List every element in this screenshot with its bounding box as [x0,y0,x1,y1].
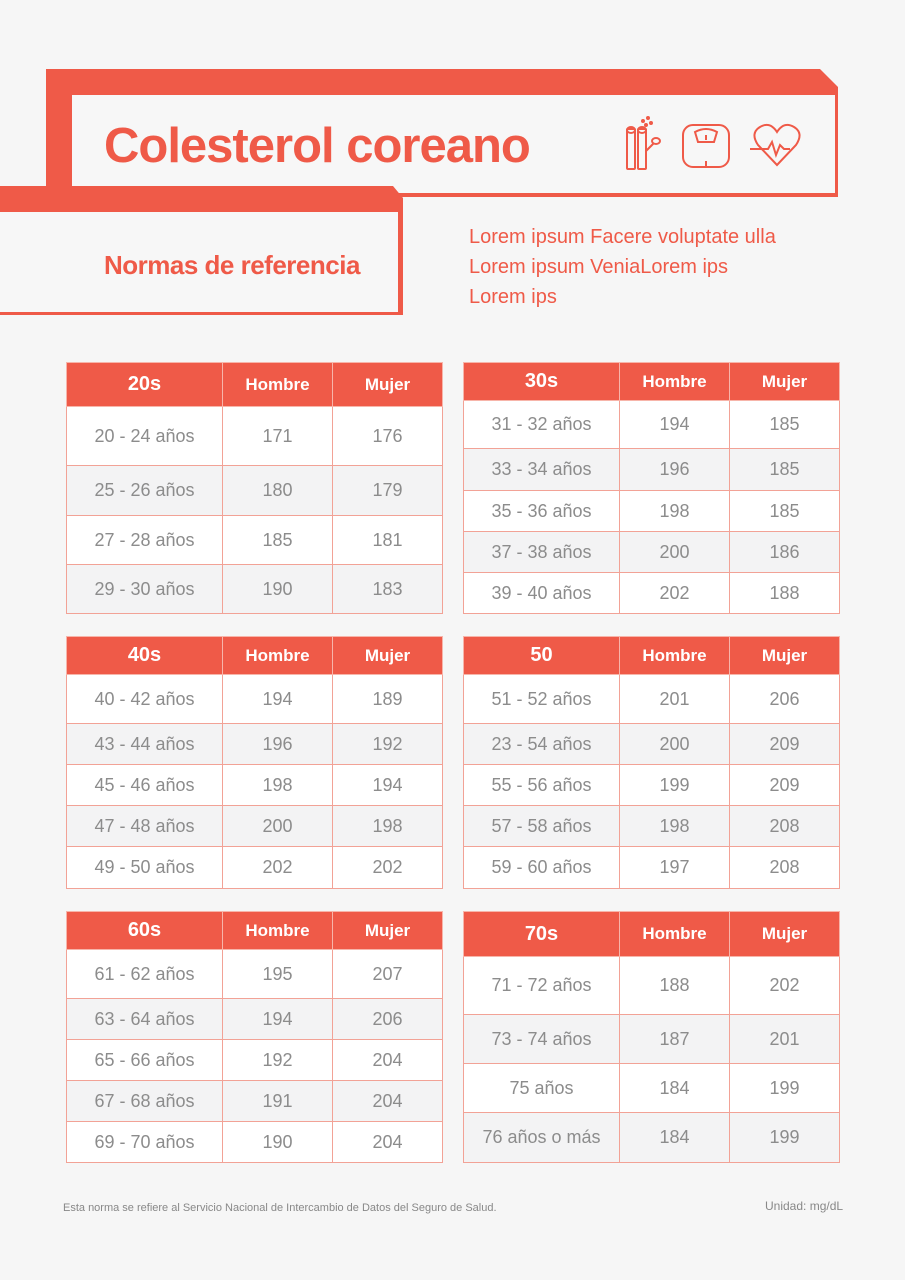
age-range: 31 - 32 años [464,401,620,449]
female-value: 204 [333,1040,443,1081]
female-value: 208 [730,806,840,847]
age-range: 59 - 60 años [464,847,620,889]
female-value: 199 [730,1064,840,1113]
female-value: 209 [730,765,840,806]
female-value: 202 [333,847,443,889]
heart-pulse-icon [750,115,804,173]
age-group-header: 50 [464,637,620,675]
female-value: 192 [333,724,443,765]
male-value: 180 [223,466,333,516]
table-header [67,363,443,407]
age-range: 29 - 30 años [67,565,223,614]
age-range: 35 - 36 años [464,491,620,532]
female-header: Mujer [333,363,443,407]
age-range: 39 - 40 años [464,573,620,614]
age-range: 27 - 28 años [67,516,223,565]
male-header: Hombre [223,363,333,407]
female-header: Mujer [333,637,443,675]
male-value: 194 [223,675,333,724]
age-group-header: 60s [67,912,223,950]
age-group-header: 20s [67,363,223,407]
age-group-header: 40s [67,637,223,675]
unit-label: Unidad: mg/dL [765,1199,844,1213]
table-header [464,363,840,401]
female-value: 206 [333,999,443,1040]
age-range: 47 - 48 años [67,806,223,847]
description-line: Lorem ipsum Facere voluptate ulla [469,226,776,248]
table-header [464,637,840,675]
female-value: 204 [333,1122,443,1163]
age-range: 65 - 66 años [67,1040,223,1081]
male-header: Hombre [223,637,333,675]
source-note: Esta norma se refiere al Servicio Nacional de Intercambio de Datos del Seguro de Salud. [63,1202,497,1214]
age-range: 45 - 46 años [67,765,223,806]
page-subtitle: Normas de referencia [104,250,360,280]
table-row [67,999,443,1040]
table-row [464,765,840,806]
male-value: 192 [223,1040,333,1081]
age-range: 51 - 52 años [464,675,620,724]
age-range: 61 - 62 años [67,950,223,999]
male-value: 190 [223,1122,333,1163]
male-value: 184 [620,1064,730,1113]
female-value: 185 [730,449,840,491]
female-value: 188 [730,573,840,614]
table-row [67,565,443,614]
male-value: 196 [223,724,333,765]
age-range: 63 - 64 años [67,999,223,1040]
description-line: Lorem ipsum VeniaLorem ips [469,256,729,278]
table-50 [463,636,840,889]
table-row [464,724,840,765]
age-range: 40 - 42 años [67,675,223,724]
table-row [67,847,443,889]
female-value: 201 [730,1015,840,1064]
bones-icon [620,115,666,173]
description-line: Lorem ips [469,286,557,308]
table-row [67,1040,443,1081]
age-range: 57 - 58 años [464,806,620,847]
male-value: 188 [620,957,730,1015]
age-group-header: 30s [464,363,620,401]
table-row [464,1015,840,1064]
female-value: 176 [333,407,443,466]
male-value: 201 [620,675,730,724]
male-value: 194 [223,999,333,1040]
table-row [67,806,443,847]
table-60s [66,911,443,1163]
table-20s [66,362,443,614]
age-group-header: 70s [464,912,620,957]
table-row [464,573,840,614]
table-row [67,407,443,466]
age-range: 25 - 26 años [67,466,223,516]
table-row [67,675,443,724]
male-value: 200 [223,806,333,847]
male-value: 200 [620,724,730,765]
female-value: 179 [333,466,443,516]
male-value: 202 [223,847,333,889]
table-row [464,449,840,491]
female-header: Mujer [333,912,443,950]
female-value: 194 [333,765,443,806]
male-value: 171 [223,407,333,466]
table-70s [463,911,840,1163]
male-value: 196 [620,449,730,491]
male-value: 197 [620,847,730,889]
table-header [464,912,840,957]
female-value: 208 [730,847,840,889]
table-row [464,532,840,573]
male-header: Hombre [620,637,730,675]
male-value: 184 [620,1113,730,1163]
table-row [67,466,443,516]
age-range: 76 años o más [464,1113,620,1163]
male-value: 195 [223,950,333,999]
male-header: Hombre [620,912,730,957]
female-value: 199 [730,1113,840,1163]
male-value: 202 [620,573,730,614]
male-value: 190 [223,565,333,614]
table-row [67,1122,443,1163]
table-row [464,806,840,847]
age-range: 23 - 54 años [464,724,620,765]
male-value: 194 [620,401,730,449]
table-row [464,847,840,889]
male-value: 187 [620,1015,730,1064]
table-30s [463,362,840,614]
female-value: 186 [730,532,840,573]
table-row [464,957,840,1015]
age-range: 75 años [464,1064,620,1113]
male-value: 198 [620,806,730,847]
female-value: 185 [730,401,840,449]
male-header: Hombre [223,912,333,950]
table-header [67,637,443,675]
table-row [464,675,840,724]
table-40s [66,636,443,889]
female-header: Mujer [730,637,840,675]
age-range: 69 - 70 años [67,1122,223,1163]
age-range: 49 - 50 años [67,847,223,889]
male-value: 200 [620,532,730,573]
age-range: 43 - 44 años [67,724,223,765]
male-value: 191 [223,1081,333,1122]
description [469,222,776,312]
table-row [67,724,443,765]
female-header: Mujer [730,363,840,401]
table-row [464,491,840,532]
female-value: 198 [333,806,443,847]
age-range: 20 - 24 años [67,407,223,466]
female-value: 189 [333,675,443,724]
table-row [67,516,443,565]
table-header [67,912,443,950]
male-header: Hombre [620,363,730,401]
female-header: Mujer [730,912,840,957]
female-value: 207 [333,950,443,999]
table-row [464,1113,840,1163]
age-range: 33 - 34 años [464,449,620,491]
male-value: 198 [620,491,730,532]
scale-icon [680,115,732,173]
male-value: 199 [620,765,730,806]
female-value: 202 [730,957,840,1015]
female-value: 206 [730,675,840,724]
age-range: 71 - 72 años [464,957,620,1015]
female-value: 204 [333,1081,443,1122]
age-range: 55 - 56 años [464,765,620,806]
age-range: 37 - 38 años [464,532,620,573]
page-title: Colesterol coreano [104,119,530,173]
age-range: 73 - 74 años [464,1015,620,1064]
female-value: 183 [333,565,443,614]
female-value: 181 [333,516,443,565]
age-range: 67 - 68 años [67,1081,223,1122]
table-row [67,1081,443,1122]
male-value: 198 [223,765,333,806]
male-value: 185 [223,516,333,565]
female-value: 185 [730,491,840,532]
table-row [464,1064,840,1113]
table-row [464,401,840,449]
table-row [67,765,443,806]
female-value: 209 [730,724,840,765]
table-row [67,950,443,999]
